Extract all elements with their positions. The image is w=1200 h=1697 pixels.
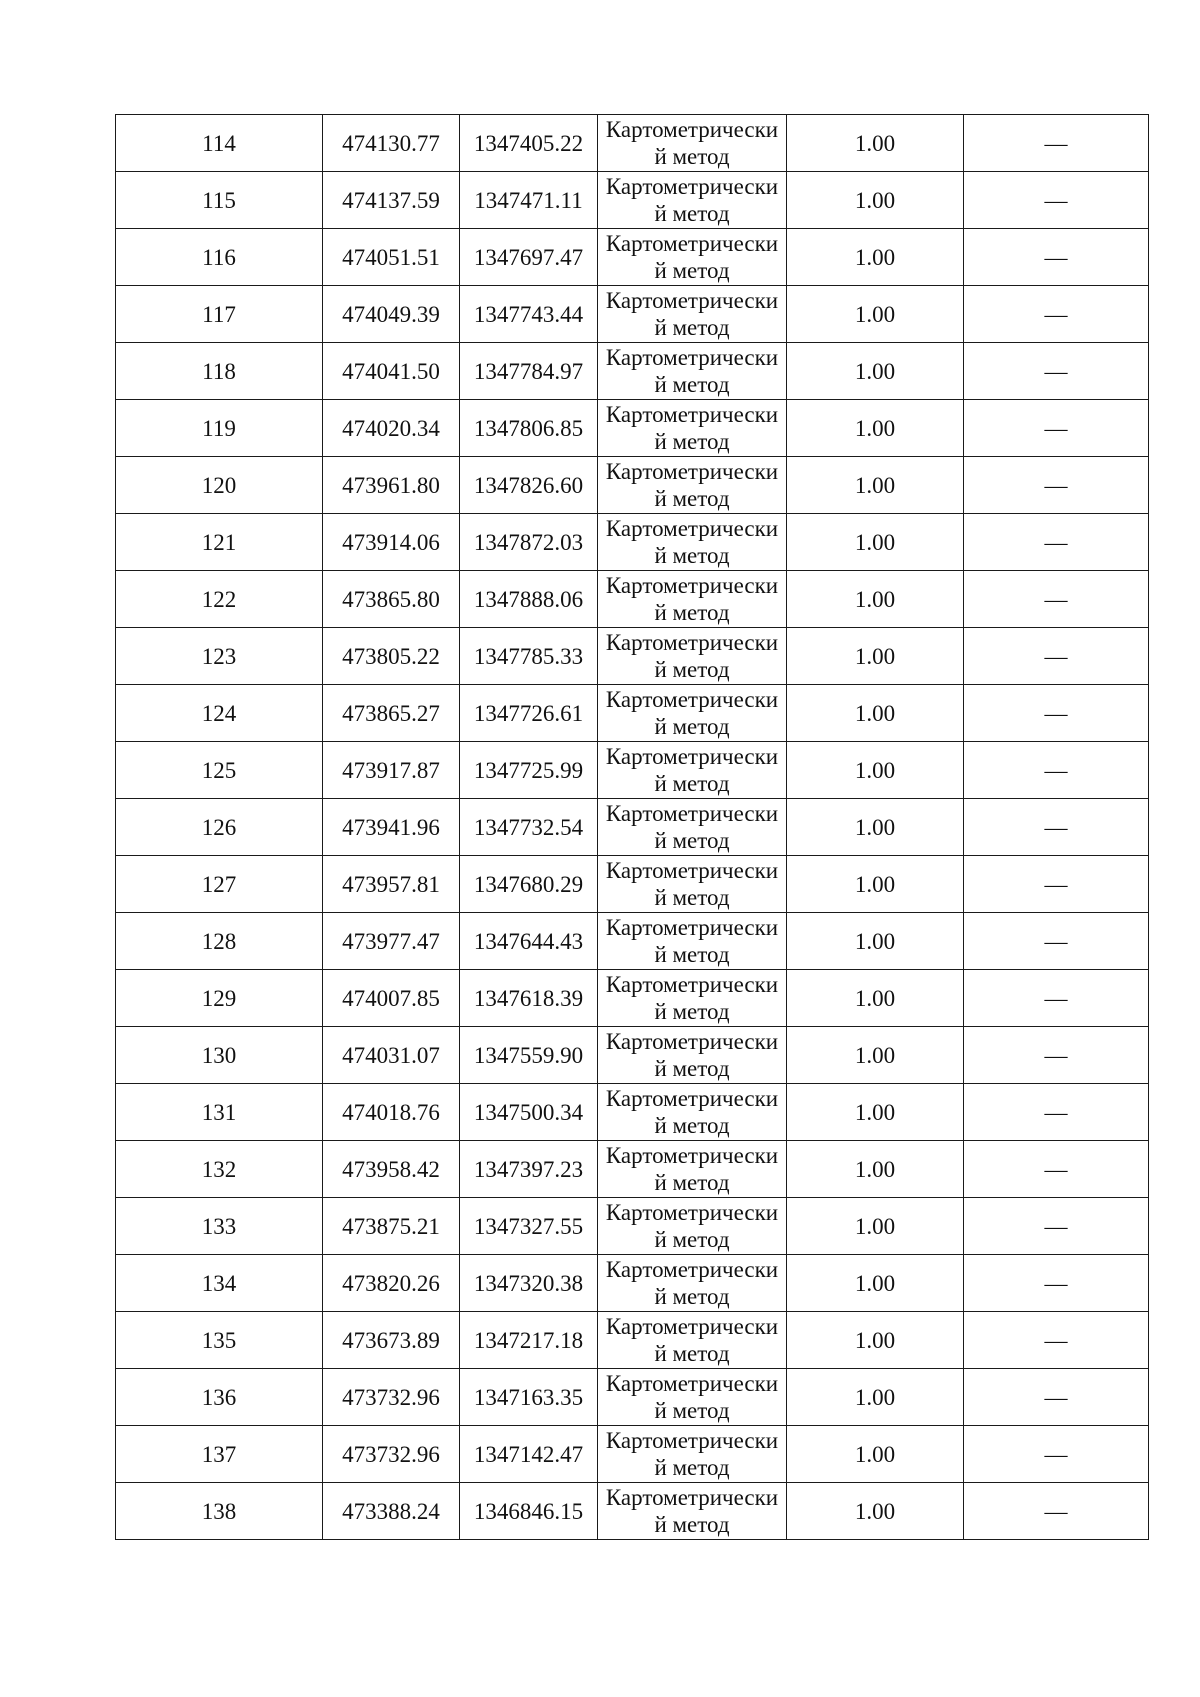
point-number-cell: 121 bbox=[116, 514, 323, 571]
precision-cell: 1.00 bbox=[787, 628, 964, 685]
table-row bbox=[116, 115, 1149, 172]
note-cell: — bbox=[964, 457, 1149, 514]
point-number-cell: 134 bbox=[116, 1255, 323, 1312]
precision-cell: 1.00 bbox=[787, 571, 964, 628]
point-number-cell: 137 bbox=[116, 1426, 323, 1483]
table-row bbox=[116, 742, 1149, 799]
x-coordinate-cell: 473865.27 bbox=[323, 685, 460, 742]
point-number-cell: 127 bbox=[116, 856, 323, 913]
point-number-cell: 130 bbox=[116, 1027, 323, 1084]
note-cell: — bbox=[964, 1312, 1149, 1369]
table-row bbox=[116, 457, 1149, 514]
x-coordinate-cell: 473941.96 bbox=[323, 799, 460, 856]
x-coordinate-cell: 473957.81 bbox=[323, 856, 460, 913]
y-coordinate-cell: 1347618.39 bbox=[460, 970, 598, 1027]
precision-cell: 1.00 bbox=[787, 1369, 964, 1426]
x-coordinate-cell: 473914.06 bbox=[323, 514, 460, 571]
table-row bbox=[116, 1426, 1149, 1483]
point-number-cell: 120 bbox=[116, 457, 323, 514]
x-coordinate-cell: 474130.77 bbox=[323, 115, 460, 172]
method-cell: Картометрически й метод bbox=[598, 115, 787, 172]
precision-cell: 1.00 bbox=[787, 229, 964, 286]
point-number-cell: 115 bbox=[116, 172, 323, 229]
y-coordinate-cell: 1347163.35 bbox=[460, 1369, 598, 1426]
x-coordinate-cell: 474031.07 bbox=[323, 1027, 460, 1084]
table-row bbox=[116, 1312, 1149, 1369]
x-coordinate-cell: 473875.21 bbox=[323, 1198, 460, 1255]
table-row bbox=[116, 172, 1149, 229]
note-cell: — bbox=[964, 799, 1149, 856]
table-row bbox=[116, 913, 1149, 970]
precision-cell: 1.00 bbox=[787, 1198, 964, 1255]
precision-cell: 1.00 bbox=[787, 742, 964, 799]
method-cell: Картометрически й метод bbox=[598, 1369, 787, 1426]
note-cell: — bbox=[964, 913, 1149, 970]
table-row bbox=[116, 1141, 1149, 1198]
x-coordinate-cell: 474018.76 bbox=[323, 1084, 460, 1141]
table-row bbox=[116, 628, 1149, 685]
precision-cell: 1.00 bbox=[787, 685, 964, 742]
x-coordinate-cell: 473732.96 bbox=[323, 1426, 460, 1483]
point-number-cell: 138 bbox=[116, 1483, 323, 1540]
note-cell: — bbox=[964, 286, 1149, 343]
method-cell: Картометрически й метод bbox=[598, 1027, 787, 1084]
y-coordinate-cell: 1347785.33 bbox=[460, 628, 598, 685]
point-number-cell: 123 bbox=[116, 628, 323, 685]
x-coordinate-cell: 473917.87 bbox=[323, 742, 460, 799]
precision-cell: 1.00 bbox=[787, 1084, 964, 1141]
table-row bbox=[116, 1084, 1149, 1141]
point-number-cell: 125 bbox=[116, 742, 323, 799]
point-number-cell: 126 bbox=[116, 799, 323, 856]
table-row bbox=[116, 685, 1149, 742]
point-number-cell: 133 bbox=[116, 1198, 323, 1255]
point-number-cell: 129 bbox=[116, 970, 323, 1027]
x-coordinate-cell: 473865.80 bbox=[323, 571, 460, 628]
precision-cell: 1.00 bbox=[787, 1027, 964, 1084]
point-number-cell: 122 bbox=[116, 571, 323, 628]
table-row bbox=[116, 1255, 1149, 1312]
y-coordinate-cell: 1347725.99 bbox=[460, 742, 598, 799]
y-coordinate-cell: 1347784.97 bbox=[460, 343, 598, 400]
x-coordinate-cell: 474020.34 bbox=[323, 400, 460, 457]
point-number-cell: 132 bbox=[116, 1141, 323, 1198]
note-cell: — bbox=[964, 742, 1149, 799]
method-cell: Картометрически й метод bbox=[598, 685, 787, 742]
method-cell: Картометрически й метод bbox=[598, 1312, 787, 1369]
x-coordinate-cell: 474041.50 bbox=[323, 343, 460, 400]
method-cell: Картометрически й метод bbox=[598, 799, 787, 856]
x-coordinate-cell: 474007.85 bbox=[323, 970, 460, 1027]
table-row bbox=[116, 571, 1149, 628]
x-coordinate-cell: 473820.26 bbox=[323, 1255, 460, 1312]
x-coordinate-cell: 474137.59 bbox=[323, 172, 460, 229]
y-coordinate-cell: 1347872.03 bbox=[460, 514, 598, 571]
y-coordinate-cell: 1346846.15 bbox=[460, 1483, 598, 1540]
point-number-cell: 118 bbox=[116, 343, 323, 400]
y-coordinate-cell: 1347327.55 bbox=[460, 1198, 598, 1255]
y-coordinate-cell: 1347217.18 bbox=[460, 1312, 598, 1369]
y-coordinate-cell: 1347142.47 bbox=[460, 1426, 598, 1483]
note-cell: — bbox=[964, 1027, 1149, 1084]
table-row bbox=[116, 1027, 1149, 1084]
note-cell: — bbox=[964, 856, 1149, 913]
y-coordinate-cell: 1347644.43 bbox=[460, 913, 598, 970]
point-number-cell: 136 bbox=[116, 1369, 323, 1426]
x-coordinate-cell: 473673.89 bbox=[323, 1312, 460, 1369]
precision-cell: 1.00 bbox=[787, 1255, 964, 1312]
point-number-cell: 119 bbox=[116, 400, 323, 457]
method-cell: Картометрически й метод bbox=[598, 1084, 787, 1141]
method-cell: Картометрически й метод bbox=[598, 514, 787, 571]
method-cell: Картометрически й метод bbox=[598, 1198, 787, 1255]
precision-cell: 1.00 bbox=[787, 286, 964, 343]
x-coordinate-cell: 474051.51 bbox=[323, 229, 460, 286]
y-coordinate-cell: 1347397.23 bbox=[460, 1141, 598, 1198]
precision-cell: 1.00 bbox=[787, 1426, 964, 1483]
precision-cell: 1.00 bbox=[787, 1141, 964, 1198]
note-cell: — bbox=[964, 229, 1149, 286]
method-cell: Картометрически й метод bbox=[598, 856, 787, 913]
x-coordinate-cell: 473805.22 bbox=[323, 628, 460, 685]
table-row bbox=[116, 799, 1149, 856]
method-cell: Картометрически й метод bbox=[598, 400, 787, 457]
table-row bbox=[116, 856, 1149, 913]
x-coordinate-cell: 473977.47 bbox=[323, 913, 460, 970]
x-coordinate-cell: 474049.39 bbox=[323, 286, 460, 343]
precision-cell: 1.00 bbox=[787, 514, 964, 571]
y-coordinate-cell: 1347320.38 bbox=[460, 1255, 598, 1312]
y-coordinate-cell: 1347559.90 bbox=[460, 1027, 598, 1084]
note-cell: — bbox=[964, 172, 1149, 229]
point-number-cell: 124 bbox=[116, 685, 323, 742]
y-coordinate-cell: 1347826.60 bbox=[460, 457, 598, 514]
note-cell: — bbox=[964, 400, 1149, 457]
x-coordinate-cell: 473388.24 bbox=[323, 1483, 460, 1540]
note-cell: — bbox=[964, 1084, 1149, 1141]
point-number-cell: 116 bbox=[116, 229, 323, 286]
note-cell: — bbox=[964, 1198, 1149, 1255]
coordinates-table bbox=[115, 114, 1149, 1540]
y-coordinate-cell: 1347806.85 bbox=[460, 400, 598, 457]
precision-cell: 1.00 bbox=[787, 799, 964, 856]
note-cell: — bbox=[964, 343, 1149, 400]
y-coordinate-cell: 1347726.61 bbox=[460, 685, 598, 742]
method-cell: Картометрически й метод bbox=[598, 457, 787, 514]
precision-cell: 1.00 bbox=[787, 1483, 964, 1540]
method-cell: Картометрически й метод bbox=[598, 1141, 787, 1198]
precision-cell: 1.00 bbox=[787, 457, 964, 514]
method-cell: Картометрически й метод bbox=[598, 742, 787, 799]
table-row bbox=[116, 1483, 1149, 1540]
y-coordinate-cell: 1347732.54 bbox=[460, 799, 598, 856]
note-cell: — bbox=[964, 970, 1149, 1027]
point-number-cell: 131 bbox=[116, 1084, 323, 1141]
method-cell: Картометрически й метод bbox=[598, 286, 787, 343]
method-cell: Картометрически й метод bbox=[598, 571, 787, 628]
note-cell: — bbox=[964, 685, 1149, 742]
note-cell: — bbox=[964, 628, 1149, 685]
table-row bbox=[116, 343, 1149, 400]
point-number-cell: 128 bbox=[116, 913, 323, 970]
y-coordinate-cell: 1347405.22 bbox=[460, 115, 598, 172]
y-coordinate-cell: 1347500.34 bbox=[460, 1084, 598, 1141]
precision-cell: 1.00 bbox=[787, 913, 964, 970]
y-coordinate-cell: 1347471.11 bbox=[460, 172, 598, 229]
y-coordinate-cell: 1347680.29 bbox=[460, 856, 598, 913]
method-cell: Картометрически й метод bbox=[598, 1255, 787, 1312]
precision-cell: 1.00 bbox=[787, 115, 964, 172]
table-row bbox=[116, 286, 1149, 343]
point-number-cell: 114 bbox=[116, 115, 323, 172]
note-cell: — bbox=[964, 514, 1149, 571]
note-cell: — bbox=[964, 1141, 1149, 1198]
point-number-cell: 117 bbox=[116, 286, 323, 343]
method-cell: Картометрически й метод bbox=[598, 628, 787, 685]
point-number-cell: 135 bbox=[116, 1312, 323, 1369]
y-coordinate-cell: 1347888.06 bbox=[460, 571, 598, 628]
x-coordinate-cell: 473732.96 bbox=[323, 1369, 460, 1426]
precision-cell: 1.00 bbox=[787, 343, 964, 400]
method-cell: Картометрически й метод bbox=[598, 913, 787, 970]
x-coordinate-cell: 473958.42 bbox=[323, 1141, 460, 1198]
method-cell: Картометрически й метод bbox=[598, 229, 787, 286]
y-coordinate-cell: 1347697.47 bbox=[460, 229, 598, 286]
note-cell: — bbox=[964, 1483, 1149, 1540]
method-cell: Картометрически й метод bbox=[598, 1426, 787, 1483]
precision-cell: 1.00 bbox=[787, 856, 964, 913]
precision-cell: 1.00 bbox=[787, 400, 964, 457]
table-row bbox=[116, 1198, 1149, 1255]
note-cell: — bbox=[964, 115, 1149, 172]
note-cell: — bbox=[964, 571, 1149, 628]
coordinates-table-body bbox=[116, 115, 1149, 1540]
note-cell: — bbox=[964, 1426, 1149, 1483]
table-row bbox=[116, 970, 1149, 1027]
note-cell: — bbox=[964, 1369, 1149, 1426]
method-cell: Картометрически й метод bbox=[598, 1483, 787, 1540]
table-row bbox=[116, 400, 1149, 457]
table-row bbox=[116, 1369, 1149, 1426]
note-cell: — bbox=[964, 1255, 1149, 1312]
x-coordinate-cell: 473961.80 bbox=[323, 457, 460, 514]
method-cell: Картометрически й метод bbox=[598, 172, 787, 229]
y-coordinate-cell: 1347743.44 bbox=[460, 286, 598, 343]
table-row bbox=[116, 229, 1149, 286]
table-row bbox=[116, 514, 1149, 571]
precision-cell: 1.00 bbox=[787, 1312, 964, 1369]
precision-cell: 1.00 bbox=[787, 172, 964, 229]
method-cell: Картометрически й метод bbox=[598, 343, 787, 400]
precision-cell: 1.00 bbox=[787, 970, 964, 1027]
method-cell: Картометрически й метод bbox=[598, 970, 787, 1027]
